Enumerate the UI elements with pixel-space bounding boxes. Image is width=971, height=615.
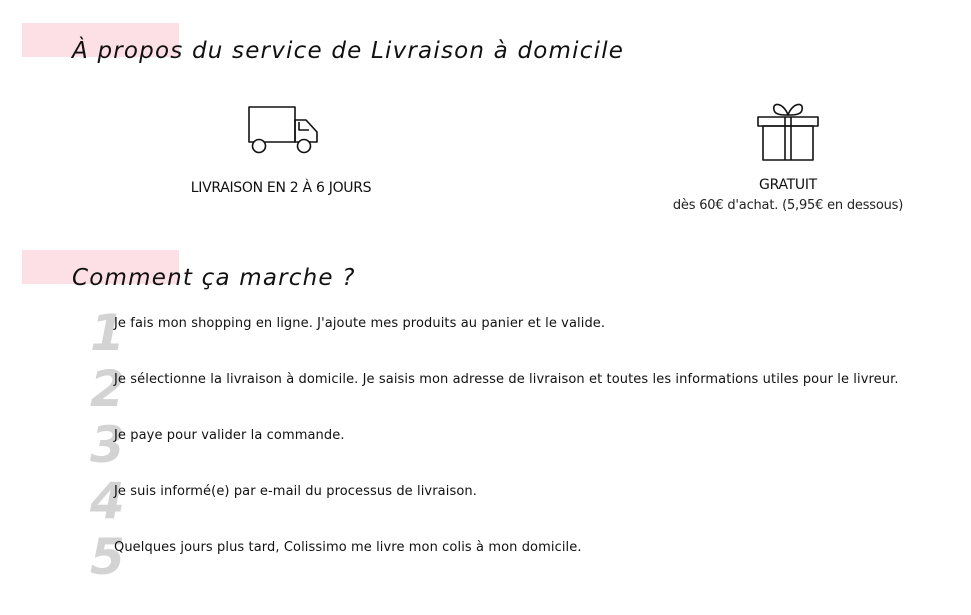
step-text: Quelques jours plus tard, Colissimo me livre mon colis à mon domicile.: [114, 540, 582, 555]
how-section-title: Comment ça marche ?: [72, 265, 356, 291]
feature-free-title: GRATUIT: [759, 177, 817, 193]
feature-free-subtitle: dès 60€ d'achat. (5,95€ en dessous): [672, 198, 904, 213]
about-section-title: À propos du service de Livraison à domicile: [72, 38, 625, 64]
step-number: 3: [90, 416, 125, 474]
feature-delivery-time: [160, 104, 402, 196]
step-text: Je paye pour valider la commande.: [114, 428, 345, 443]
feature-free-shipping: [640, 97, 936, 213]
feature-delivery-title: LIVRAISON EN 2 À 6 JOURS: [190, 180, 372, 196]
step-number: 1: [90, 304, 125, 362]
step-number: 2: [90, 360, 125, 418]
gift-icon: [640, 97, 936, 163]
step-number: 4: [90, 472, 125, 530]
truck-icon: [160, 104, 402, 156]
step-number: 5: [90, 528, 125, 586]
step-text: Je fais mon shopping en ligne. J'ajoute mes produits au panier et le valide.: [114, 316, 606, 331]
step-text: Je sélectionne la livraison à domicile. Je saisis mon adresse de livraison et toutes les informations utiles pour le livreur.: [114, 372, 899, 387]
step-text: Je suis informé(e) par e-mail du processus de livraison.: [114, 484, 477, 499]
